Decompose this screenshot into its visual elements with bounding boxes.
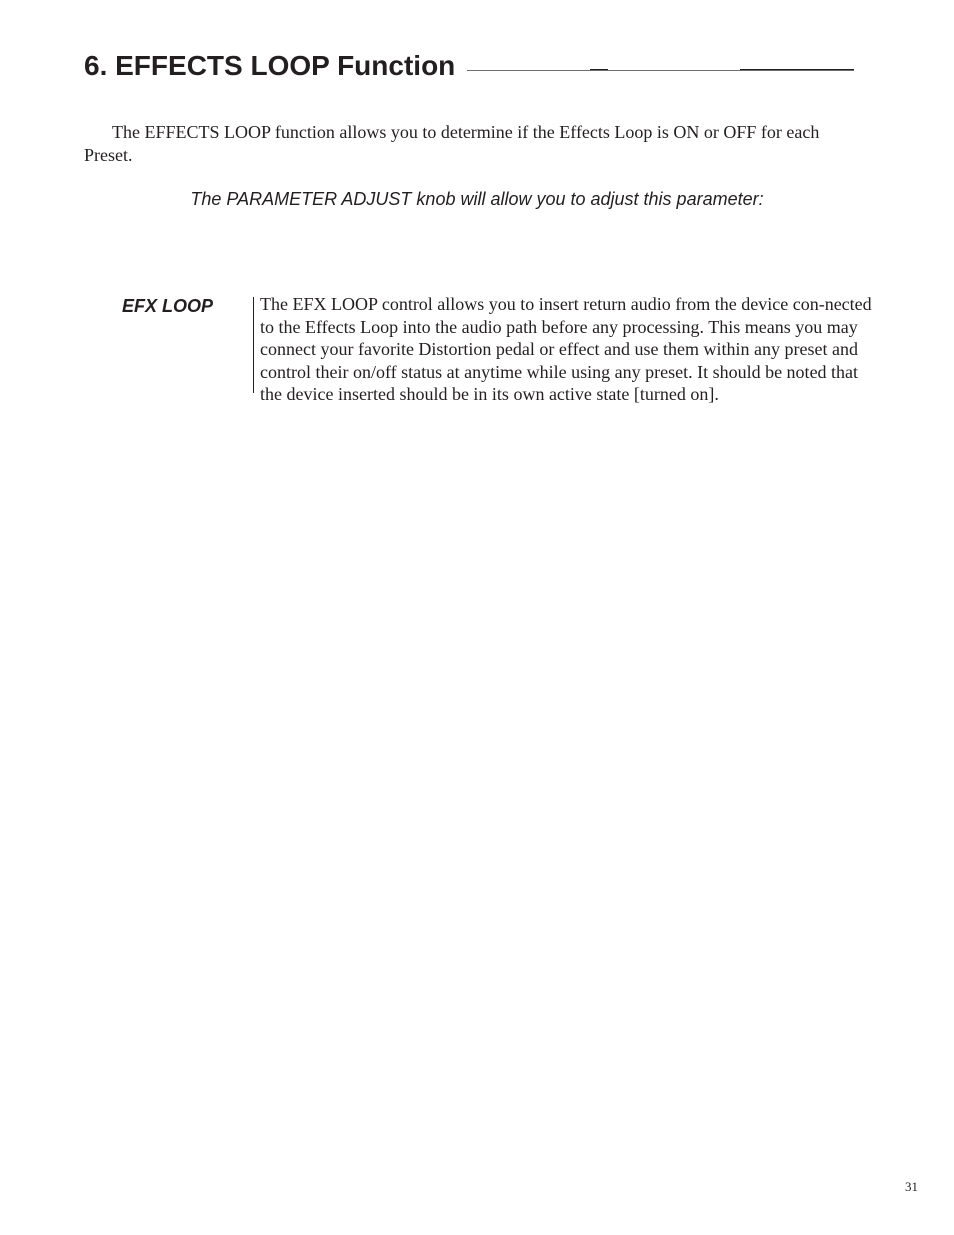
page-number: 31 xyxy=(905,1179,918,1194)
page-title: 6. EFFECTS LOOP Function xyxy=(84,50,456,81)
title-rule xyxy=(467,70,854,71)
title-rule-accent-left xyxy=(590,69,608,70)
parameter-divider xyxy=(253,297,254,393)
section-heading xyxy=(84,48,856,88)
instruction-text: The PARAMETER ADJUST knob will allow you to adjust this parameter: xyxy=(190,189,764,209)
parameter-description: The EFX LOOP control allows you to insert return audio from the device con-nected to the Effects Loop into the audio path before any processing. This means you may connect your favorite Distortion pedal or effect and use them within any preset and control their on/off status at anytime while using any preset. It should be noted that the device inserted should be in its own active state [turned on]. xyxy=(260,294,872,405)
title-rule-accent-right xyxy=(740,69,854,70)
parameter-label: EFX LOOP xyxy=(122,296,214,316)
intro-paragraph: The EFFECTS LOOP function allows you to determine if the Effects Loop is ON or OFF for each Preset. xyxy=(84,122,820,165)
